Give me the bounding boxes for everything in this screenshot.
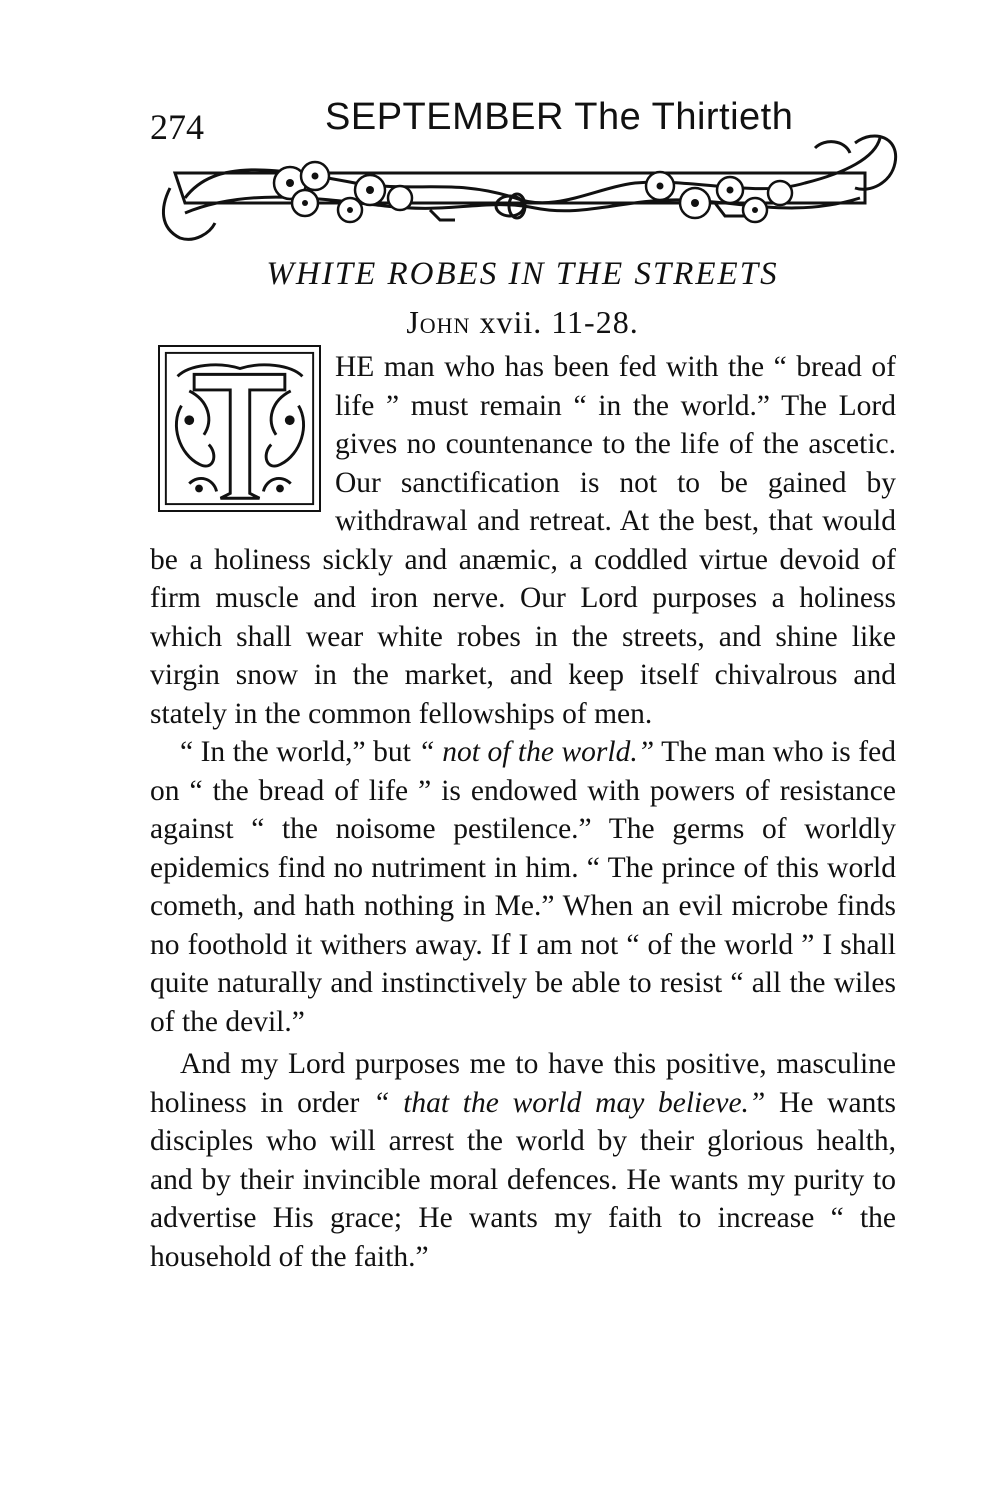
paragraph-2 <box>150 733 896 1041</box>
reference-book: John <box>406 304 471 340</box>
paragraph-1 <box>150 348 896 733</box>
drop-cap-space <box>150 348 335 540</box>
body-text <box>150 348 896 1276</box>
reference-verses: xvii. 11-28. <box>479 304 639 340</box>
scripture-reference <box>150 304 895 341</box>
paragraph-run: And my Lord purposes me to have this positive, masculine holiness in order <box>150 1048 896 1119</box>
running-head: SEPTEMBER The Thirtieth <box>325 96 794 138</box>
page-number: 274 <box>150 107 204 147</box>
paragraph-run-italic: “ that the world may believe.” <box>373 1086 766 1119</box>
paragraph-run-italic: “ not of the world.” <box>418 736 655 768</box>
reading-title: WHITE ROBES IN THE STREETS <box>266 256 779 292</box>
floral-ornament-icon <box>155 128 900 253</box>
paragraph-run: He wants disciples who will arrest the world by their glorious health, and by their invincible moral defences. He wants my purity to advertise His grace; He wants my faith to increase “ the household of the faith.” <box>150 1086 896 1273</box>
paragraph-run: The man who is fed on “ the bread of life ” is endowed with powers of resistance against “ the noisome pestilence.” The germs of worldly epidemics find no nutriment in him. “ The prince of this world cometh, and hath nothing in Me.” When an evil microbe finds no foothold it withers away. If I am not “ of the world ” I shall quite naturally and instinctively be able to resist “ all the wiles of the devil.” <box>150 736 896 1038</box>
paragraph-3 <box>150 1045 896 1276</box>
paragraph-run: “ In the world,” but <box>180 736 419 768</box>
paragraph-run: HE man who has been fed with the “ bread of life ” must remain “ in the world.” The Lord gives no countenance to the life of the ascetic. Our sanctification is not to be gained by withdrawal and retreat. At the best, that would be a holiness sickly and anæmic, a coddled virtue devoid of firm muscle and iron nerve. Our Lord purposes a holiness which shall wear white robes in the streets, and shine like virgin snow in the market, and keep itself chivalrous and stately in the common fellowships of men. <box>150 351 896 730</box>
